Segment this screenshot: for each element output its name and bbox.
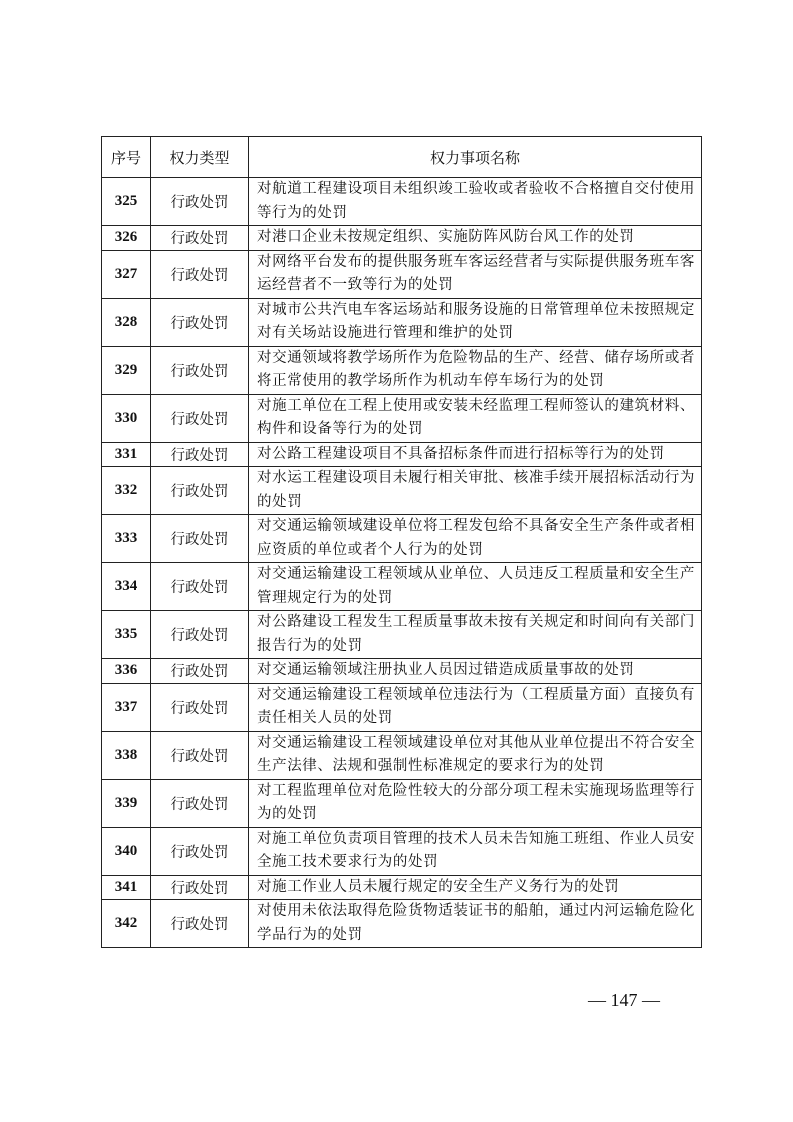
table-row xyxy=(102,683,702,731)
row-power-type: 行政处罚 xyxy=(151,467,249,515)
row-power-type: 行政处罚 xyxy=(151,298,249,346)
row-serial-number: 336 xyxy=(102,659,151,684)
row-power-type: 行政处罚 xyxy=(151,442,249,467)
row-power-type: 行政处罚 xyxy=(151,611,249,659)
row-serial-number: 326 xyxy=(102,226,151,251)
table-row xyxy=(102,394,702,442)
table-row xyxy=(102,178,702,226)
row-power-type: 行政处罚 xyxy=(151,563,249,611)
row-power-type: 行政处罚 xyxy=(151,827,249,875)
row-power-type: 行政处罚 xyxy=(151,875,249,900)
row-power-type: 行政处罚 xyxy=(151,779,249,827)
row-power-item-name: 对交通运输建设工程领域建设单位对其他从业单位提出不符合安全生产法律、法规和强制性标准规定的要求行为的处罚 xyxy=(249,731,702,779)
row-power-item-name: 对交通运输建设工程领域从业单位、人员违反工程质量和安全生产管理规定行为的处罚 xyxy=(249,563,702,611)
header-power-item-name: 权力事项名称 xyxy=(249,137,702,178)
row-serial-number: 338 xyxy=(102,731,151,779)
row-power-item-name: 对网络平台发布的提供服务班车客运经营者与实际提供服务班车客运经营者不一致等行为的处罚 xyxy=(249,250,702,298)
row-power-item-name: 对施工单位在工程上使用或安装未经监理工程师签认的建筑材料、构件和设备等行为的处罚 xyxy=(249,394,702,442)
row-power-type: 行政处罚 xyxy=(151,683,249,731)
row-serial-number: 329 xyxy=(102,346,151,394)
row-power-item-name: 对交通运输建设工程领域单位违法行为（工程质量方面）直接负有责任相关人员的处罚 xyxy=(249,683,702,731)
row-power-type: 行政处罚 xyxy=(151,731,249,779)
row-serial-number: 335 xyxy=(102,611,151,659)
row-power-item-name: 对使用未依法取得危险货物适装证书的船舶，通过内河运输危险化学品行为的处罚 xyxy=(249,900,702,948)
row-power-type: 行政处罚 xyxy=(151,178,249,226)
row-power-type: 行政处罚 xyxy=(151,226,249,251)
row-power-type: 行政处罚 xyxy=(151,346,249,394)
row-serial-number: 342 xyxy=(102,900,151,948)
row-power-item-name: 对航道工程建设项目未组织竣工验收或者验收不合格擅自交付使用等行为的处罚 xyxy=(249,178,702,226)
page-number: — 147 — xyxy=(588,990,660,1010)
row-serial-number: 340 xyxy=(102,827,151,875)
row-serial-number: 325 xyxy=(102,178,151,226)
row-serial-number: 337 xyxy=(102,683,151,731)
table-row xyxy=(102,779,702,827)
table-row xyxy=(102,298,702,346)
row-power-item-name: 对施工单位负责项目管理的技术人员未告知施工班组、作业人员安全施工技术要求行为的处罚 xyxy=(249,827,702,875)
row-power-item-name: 对交通运输领域注册执业人员因过错造成质量事故的处罚 xyxy=(249,659,702,684)
row-power-type: 行政处罚 xyxy=(151,250,249,298)
table-header-row xyxy=(102,137,702,178)
row-power-item-name: 对公路建设工程发生工程质量事故未按有关规定和时间向有关部门报告行为的处罚 xyxy=(249,611,702,659)
header-power-type: 权力类型 xyxy=(151,137,249,178)
table-row xyxy=(102,346,702,394)
row-power-item-name: 对城市公共汽电车客运场站和服务设施的日常管理单位未按照规定对有关场站设施进行管理和维护的处罚 xyxy=(249,298,702,346)
row-serial-number: 327 xyxy=(102,250,151,298)
row-power-type: 行政处罚 xyxy=(151,515,249,563)
table-row xyxy=(102,226,702,251)
table-row xyxy=(102,250,702,298)
table-row xyxy=(102,442,702,467)
table-row xyxy=(102,515,702,563)
table-row xyxy=(102,467,702,515)
header-serial-number: 序号 xyxy=(102,137,151,178)
row-power-type: 行政处罚 xyxy=(151,900,249,948)
row-power-item-name: 对水运工程建设项目未履行相关审批、核准手续开展招标活动行为的处罚 xyxy=(249,467,702,515)
row-serial-number: 339 xyxy=(102,779,151,827)
table-row xyxy=(102,611,702,659)
table-row xyxy=(102,900,702,948)
row-serial-number: 334 xyxy=(102,563,151,611)
row-power-item-name: 对交通领域将教学场所作为危险物品的生产、经营、储存场所或者将正常使用的教学场所作为机动车停车场行为的处罚 xyxy=(249,346,702,394)
row-serial-number: 332 xyxy=(102,467,151,515)
row-serial-number: 331 xyxy=(102,442,151,467)
powers-table xyxy=(101,136,702,948)
row-serial-number: 341 xyxy=(102,875,151,900)
table-body xyxy=(102,178,702,948)
row-power-type: 行政处罚 xyxy=(151,394,249,442)
row-power-item-name: 对交通运输领域建设单位将工程发包给不具备安全生产条件或者相应资质的单位或者个人行为的处罚 xyxy=(249,515,702,563)
row-serial-number: 330 xyxy=(102,394,151,442)
table-row xyxy=(102,731,702,779)
row-serial-number: 328 xyxy=(102,298,151,346)
row-power-item-name: 对工程监理单位对危险性较大的分部分项工程未实施现场监理等行为的处罚 xyxy=(249,779,702,827)
table-row xyxy=(102,875,702,900)
table-row xyxy=(102,659,702,684)
row-power-item-name: 对公路工程建设项目不具备招标条件而进行招标等行为的处罚 xyxy=(249,442,702,467)
row-power-item-name: 对施工作业人员未履行规定的安全生产义务行为的处罚 xyxy=(249,875,702,900)
row-power-item-name: 对港口企业未按规定组织、实施防阵风防台风工作的处罚 xyxy=(249,226,702,251)
table-row xyxy=(102,563,702,611)
row-power-type: 行政处罚 xyxy=(151,659,249,684)
table-row xyxy=(102,827,702,875)
row-serial-number: 333 xyxy=(102,515,151,563)
